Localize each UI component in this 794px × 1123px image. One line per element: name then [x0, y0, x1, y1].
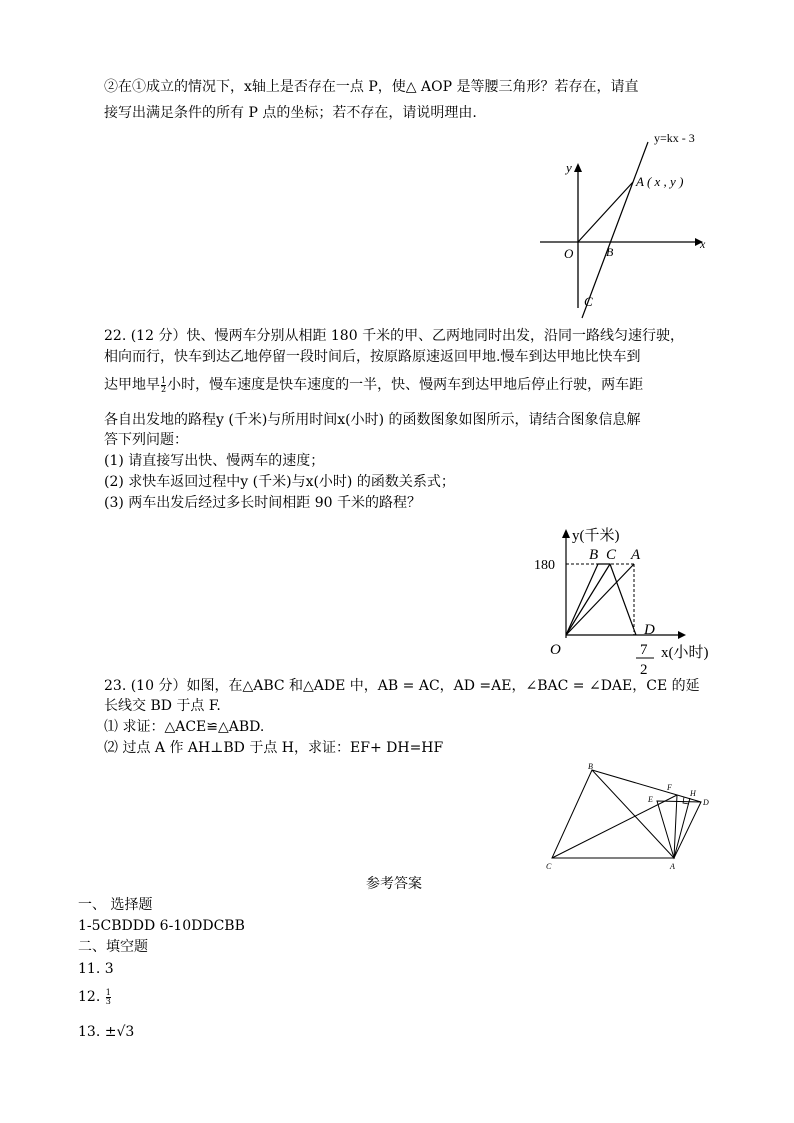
label-H: H [690, 789, 696, 798]
label-B: B [589, 547, 599, 563]
y-axis-arrow [562, 529, 570, 538]
figure-21-linear-graph [530, 128, 720, 320]
answer-12 [78, 988, 112, 1006]
label-D: D [644, 622, 655, 638]
label-D: D [703, 798, 709, 807]
q22-sub2: (2) 求快车返回过程中y (千米)与x(小时) 的函数关系式； [104, 474, 455, 490]
line-y-kx-3 [582, 142, 648, 318]
q22-line3 [104, 376, 643, 394]
segment-BD [592, 770, 701, 802]
answers-section1: 一、 选择题 [78, 897, 153, 913]
answer-11: 11. 3 [78, 961, 114, 977]
label-A: A [631, 547, 641, 563]
q22-line2: 相向而行，快车到达乙地停留一段时间后，按原路原速返回甲地.慢车到达甲地比快车到 [104, 349, 641, 365]
q23-line2: 长线交 BD 于点 F. [104, 698, 221, 714]
q23-line1: 23. (10 分）如图，在△ABC 和△ADE 中，AB = AC，AD =AE，∠BAC = ∠DAE，CE 的延 [104, 678, 700, 694]
label-A: A ( x , y ) [636, 174, 684, 189]
label-C: C [546, 862, 552, 871]
slow-car-path [566, 564, 634, 635]
line-OA [578, 182, 633, 242]
label-F: F [667, 783, 672, 792]
tick-seven: 7 [640, 642, 648, 658]
q22-line5: 答下列问题： [104, 432, 188, 448]
tick-two: 2 [640, 662, 648, 678]
tick-180: 180 [534, 558, 555, 573]
segment-CF [552, 795, 677, 858]
y-axis-arrow [574, 163, 582, 172]
label-O: O [550, 642, 561, 658]
label-line: y=kx - 3 [654, 131, 695, 145]
label-O: O [564, 246, 574, 261]
segment-OC [566, 564, 610, 635]
answers-section2: 二、填空题 [78, 939, 148, 955]
q21-line1: ②在①成立的情况下，x轴上是否存在一点 P，使△ AOP 是等腰三角形？若存在，请直 [104, 79, 639, 95]
answer-12-fraction: $\frac{1}{3}$ [105, 987, 111, 1006]
figure-23-triangles [540, 760, 720, 875]
q22-line3-a: 达甲地早 [104, 377, 160, 393]
answers-mc: 1-5CBDDD 6-10DDCBB [78, 918, 245, 934]
q21-line2: 接写出满足条件的所有 P 点的坐标；若不存在，请说明理由. [104, 105, 477, 121]
q22-line4: 各自出发地的路程y (千米)与所用时间x(小时) 的函数图象如图所示，请结合图象信息解 [104, 412, 641, 428]
label-y: y [566, 160, 572, 175]
q22-sub1: (1) 请直接写出快、慢两车的速度； [104, 453, 325, 469]
label-x: x [700, 237, 706, 251]
label-A: A [670, 862, 675, 871]
q22-line3-b: 小时，慢车速度是快车速度的一半，快、慢两车到达甲地后停止行驶，两车距 [167, 377, 644, 393]
x-axis-arrow [678, 631, 686, 639]
answer-12-label: 12. [78, 989, 101, 1005]
answers-title: 参考答案 [366, 876, 422, 892]
q23-sub1: ⑴ 求证：△ACE≌△ABD. [104, 719, 265, 735]
triangle-ABC [552, 770, 674, 858]
label-C: C [584, 294, 593, 309]
q23-sub2: ⑵ 过点 A 作 AH⊥BD 于点 H，求证：EF+ DH=HF [104, 740, 444, 756]
label-y: y(千米) [572, 528, 620, 544]
fraction-one-half: $\frac{1}{2}$ [161, 375, 167, 394]
label-x: x(小时) [661, 645, 709, 661]
label-B: B [588, 762, 593, 771]
figure-22-distance-time-graph [530, 520, 730, 680]
q22-line1: 22. (12 分）快、慢两车分别从相距 180 千米的甲、乙两地同时出发，沿同一路线匀速行驶， [104, 328, 685, 344]
q22-sub3: (3) 两车出发后经过多长时间相距 90 千米的路程？ [104, 495, 421, 511]
label-B: B [606, 245, 614, 259]
label-C: C [606, 547, 617, 563]
answer-13: 13. ±√3 [78, 1024, 135, 1040]
label-E: E [648, 795, 653, 804]
triangle-ADE [657, 801, 701, 858]
